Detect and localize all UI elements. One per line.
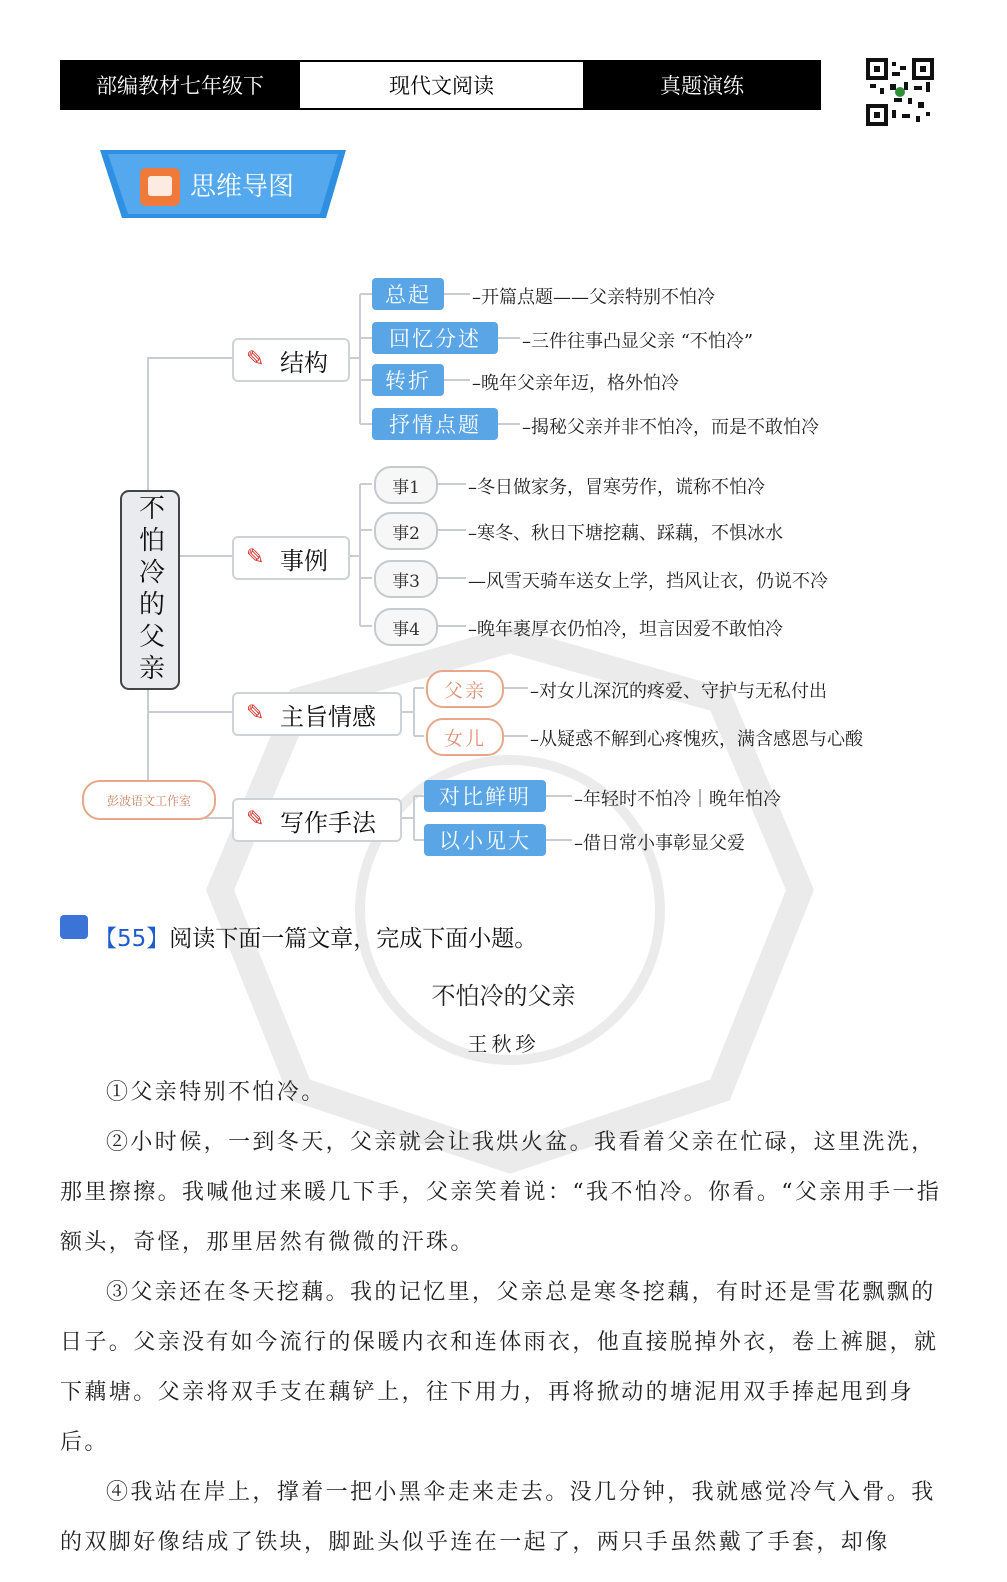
leaf-text: –从疑惑不解到心疼愧疚，满含感恩与心酸 xyxy=(530,729,863,750)
branch-label: 事例 xyxy=(280,546,328,575)
leaf-text: —风雪天骑车送女上学，挡风让衣，仍说不冷 xyxy=(468,571,828,592)
pencil-icon: ✎ xyxy=(246,347,265,372)
leaf-text: –三件往事凸显父亲 “不怕冷” xyxy=(522,331,754,352)
tag-technique-1: 对比鲜明 xyxy=(424,780,546,812)
tag-structure-2: 回忆分述 xyxy=(372,322,498,354)
studio-badge: 彭波语文工作室 xyxy=(82,780,216,820)
pencil-icon: ✎ xyxy=(246,701,265,726)
leaf-text: –揭秘父亲并非不怕冷，而是不敢怕冷 xyxy=(522,417,819,438)
tag-example-1: 事1 xyxy=(374,466,438,504)
tag-structure-4: 抒情点题 xyxy=(372,408,498,440)
branch-examples xyxy=(232,536,350,580)
article-author: 王秋珍 xyxy=(467,1032,540,1056)
article-body xyxy=(60,1068,948,1568)
question-prompt: 阅读下面一篇文章，完成下面小题。 xyxy=(169,926,538,952)
pencil-icon: ✎ xyxy=(246,545,265,570)
pencil-icon: ✎ xyxy=(246,807,265,832)
leaf-text: –借日常小事彰显父爱 xyxy=(574,833,745,854)
mindmap-note-icon xyxy=(140,168,180,206)
mindmap-root xyxy=(120,490,180,690)
leaf-text: –寒冬、秋日下塘挖藕、踩藕，不惧冰水 xyxy=(468,523,783,544)
leaf-text: –对女儿深沉的疼爱、守护与无私付出 xyxy=(530,681,827,702)
leaf-text: –年轻时不怕冷｜晚年怕冷 xyxy=(574,789,781,810)
tag-structure-3: 转折 xyxy=(372,364,444,396)
root-label: 不怕冷的父亲 xyxy=(134,494,165,686)
leaf-text: –开篇点题——父亲特别不怕冷 xyxy=(472,287,715,308)
branch-structure xyxy=(232,338,350,382)
article-title: 不怕冷的父亲 xyxy=(431,982,576,1010)
header-grade: 部编教材七年级下 xyxy=(62,62,298,108)
mindmap-banner-title: 思维导图 xyxy=(190,172,295,202)
header-section: 现代文阅读 xyxy=(298,62,585,108)
header-bar xyxy=(60,60,821,110)
tag-example-2: 事2 xyxy=(374,512,438,550)
question-number: 【55】 xyxy=(94,926,170,952)
tag-theme-daughter: 女儿 xyxy=(426,718,504,756)
branch-theme xyxy=(232,692,402,736)
paragraph: ②小时候，一到冬天，父亲就会让我烘火盆。我看着父亲在忙碌，这里洗洗，那里擦擦。我喊他过来暖几下手，父亲笑着说：“我不怕冷。你看。“父亲用手一指额头，奇怪，那里居然有微微的汗珠。 xyxy=(60,1130,942,1255)
tag-structure-1: 总起 xyxy=(372,278,444,310)
paragraph: ①父亲特别不怕冷。 xyxy=(106,1080,326,1105)
tag-technique-2: 以小见大 xyxy=(424,824,546,856)
branch-label: 结构 xyxy=(280,348,328,377)
qr-code-icon[interactable] xyxy=(866,58,934,126)
header-type: 真题演练 xyxy=(585,62,819,108)
tag-theme-father: 父亲 xyxy=(426,670,504,708)
question-bookmark-icon xyxy=(60,915,88,939)
branch-techniques xyxy=(232,798,402,842)
leaf-text: –冬日做家务，冒寒劳作，谎称不怕冷 xyxy=(468,477,765,498)
tag-example-3: 事3 xyxy=(374,560,438,598)
leaf-text: –晚年父亲年迈，格外怕冷 xyxy=(472,373,679,394)
paragraph: ④我站在岸上，撑着一把小黑伞走来走去。没几分钟，我就感觉冷气入骨。我的双脚好像结成了铁块，脚趾头似乎连在一起了，两只手虽然戴了手套，却像 xyxy=(60,1480,936,1555)
tag-example-4: 事4 xyxy=(374,608,438,646)
question-heading xyxy=(94,920,537,953)
branch-label: 写作手法 xyxy=(280,808,376,837)
leaf-text: –晚年裹厚衣仍怕冷，坦言因爱不敢怕冷 xyxy=(468,619,783,640)
paragraph: ③父亲还在冬天挖藕。我的记忆里，父亲总是寒冬挖藕，有时还是雪花飘飘的日子。父亲没有如今流行的保暖内衣和连体雨衣，他直接脱掉外衣，卷上裤腿，就下藕塘。父亲将双手支在藕铲上，往下用力，再将掀动的塘泥用双手捧起甩到身后。 xyxy=(60,1280,939,1455)
branch-label: 主旨情感 xyxy=(280,702,376,731)
